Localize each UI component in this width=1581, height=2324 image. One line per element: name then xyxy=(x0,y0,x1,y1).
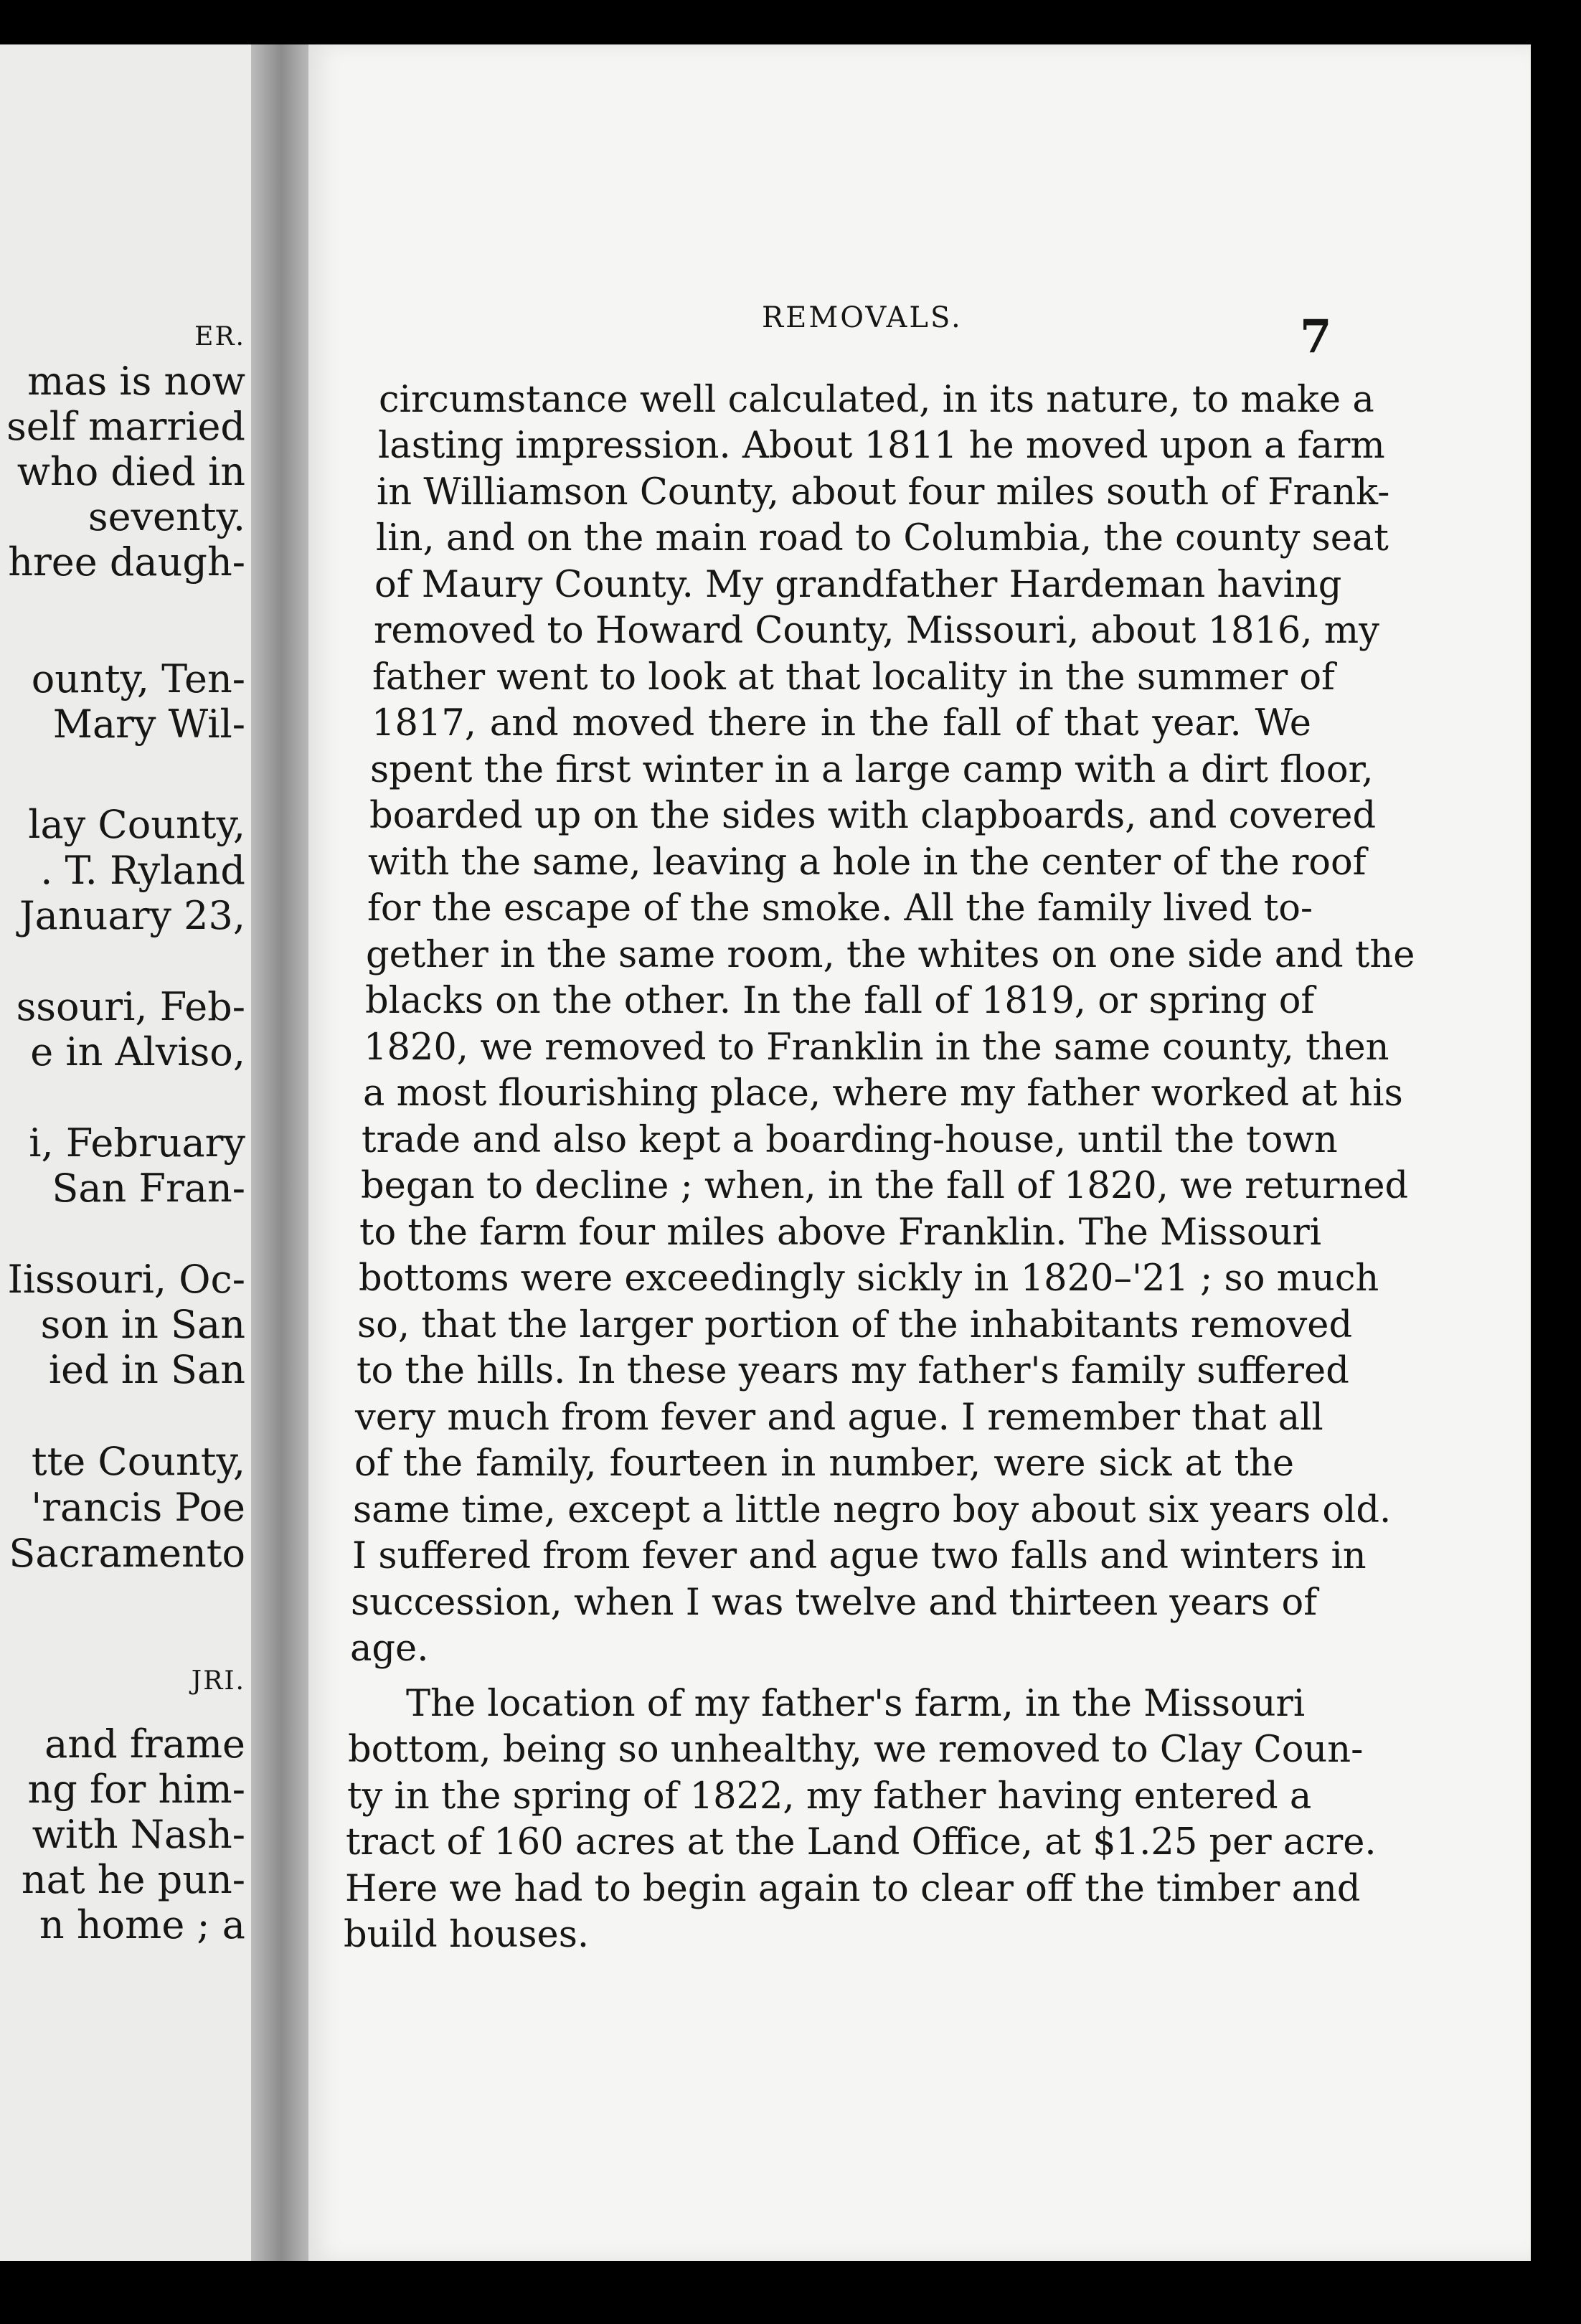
left-page-line: who died in xyxy=(16,449,245,494)
body-line: to the farm four miles above Franklin. The Missouri xyxy=(359,1211,1322,1254)
left-page-line: San Fran- xyxy=(52,1166,245,1211)
body-line: bottom, being so unhealthy, we removed to Clay Coun- xyxy=(348,1729,1364,1771)
body-line: trade and also kept a boarding-house, until the town xyxy=(362,1119,1338,1161)
body-line: began to decline ; when, in the fall of 1820, we returned xyxy=(361,1165,1409,1207)
left-page-line: hree daugh- xyxy=(8,539,245,585)
left-page-line: self married xyxy=(6,404,245,449)
body-line: ty in the spring of 1822, my father having entered a xyxy=(347,1775,1312,1818)
left-page-line: with Nash- xyxy=(32,1812,245,1857)
left-page-line: son in San xyxy=(40,1302,245,1347)
body-line: circumstance well calculated, in its nature, to make a xyxy=(379,379,1374,421)
body-line: for the escape of the smoke. All the family lived to- xyxy=(367,887,1313,930)
body-line: gether in the same room, the whites on one side and the xyxy=(366,934,1415,976)
left-page-line: i, February xyxy=(29,1120,245,1166)
body-line: of the family, fourteen in number, were sick at the xyxy=(354,1442,1294,1485)
left-page-line: 'rancis Poe xyxy=(31,1485,245,1530)
page-number: 7 xyxy=(1300,310,1332,364)
body-line: 1820, we removed to Franklin in the same county, then xyxy=(364,1026,1389,1069)
body-line: tract of 160 acres at the Land Office, at $1.25 per acre. xyxy=(346,1821,1377,1864)
body-line: 1817, and moved there in the fall of that year. We xyxy=(372,702,1311,745)
body-line: age. xyxy=(350,1628,429,1670)
body-line: a most flourishing place, where my father worked at his xyxy=(363,1072,1403,1115)
body-line: succession, when I was twelve and thirteen years of xyxy=(351,1582,1318,1624)
left-page-line: tte County, xyxy=(31,1439,245,1484)
body-line: so, that the larger portion of the inhabitants removed xyxy=(357,1304,1353,1346)
body-line: The location of my father's farm, in the Missouri xyxy=(406,1683,1306,1725)
left-page-header: ER. xyxy=(194,322,245,351)
body-line: bottoms were exceedingly sickly in 1820–'21 ; so much xyxy=(359,1257,1379,1300)
left-page-line: ng for him- xyxy=(27,1767,245,1812)
body-line: father went to look at that locality in the summer of xyxy=(372,656,1335,699)
running-header-title: REMOVALS. xyxy=(762,301,963,334)
left-page-line: Sacramento xyxy=(9,1531,245,1576)
left-page-line: . T. Ryland xyxy=(40,848,245,893)
body-line: very much from fever and ague. I remember that all xyxy=(355,1397,1323,1439)
left-page-line: n home ; a xyxy=(39,1902,245,1947)
left-page-line: ied in San xyxy=(48,1347,245,1392)
body-line: build houses. xyxy=(344,1914,590,1956)
body-line: lasting impression. About 1811 he moved upon a farm xyxy=(378,425,1385,467)
body-line: Here we had to begin again to clear off the timber and xyxy=(345,1868,1361,1910)
left-page-line: and frame xyxy=(44,1721,245,1767)
body-line: same time, except a little negro boy about six years old. xyxy=(353,1489,1392,1531)
left-page-header: JRI. xyxy=(191,1666,245,1696)
left-page-line: seventy. xyxy=(88,494,245,539)
left-page-line: January 23, xyxy=(19,893,245,938)
body-line: removed to Howard County, Missouri, about 1816, my xyxy=(374,610,1379,652)
body-line: to the hills. In these years my father's family suffered xyxy=(357,1350,1349,1392)
body-line: with the same, leaving a hole in the center of the roof xyxy=(368,841,1367,884)
body-line: lin, and on the main road to Columbia, the county seat xyxy=(376,517,1389,559)
body-line: blacks on the other. In the fall of 1819, or spring of xyxy=(365,980,1315,1022)
body-line: spent the first winter in a large camp with a dirt floor, xyxy=(370,749,1374,791)
body-line: of Maury County. My grandfather Hardeman having xyxy=(374,564,1342,606)
left-page-line: mas is now xyxy=(27,359,245,404)
left-page-line: nat he pun- xyxy=(21,1857,245,1902)
left-page-line: e in Alviso, xyxy=(30,1029,245,1074)
body-line: in Williamson County, about four miles south of Frank- xyxy=(377,471,1390,514)
body-line: boarded up on the sides with clapboards, and covered xyxy=(369,795,1377,837)
left-page-line: Iissouri, Oc- xyxy=(7,1257,245,1302)
body-line: I suffered from fever and ague two falls and winters in xyxy=(352,1535,1367,1577)
left-page-line: ssouri, Feb- xyxy=(16,984,245,1029)
left-page-line: lay County, xyxy=(28,802,245,847)
left-page-line: ounty, Ten- xyxy=(31,656,245,702)
left-page-line: Mary Wil- xyxy=(52,702,245,747)
